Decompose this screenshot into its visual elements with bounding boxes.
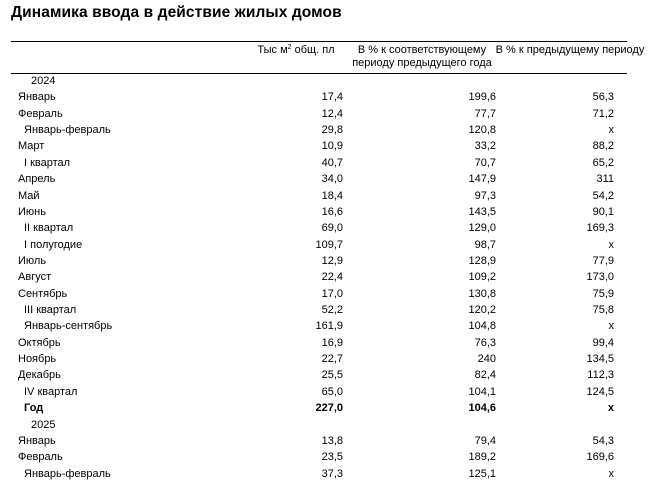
cell-yoy-percent: 82,4 (474, 369, 496, 382)
table-row (0, 302, 666, 318)
column-header-volume-unit: Тыс м (257, 44, 288, 56)
table-row (0, 449, 666, 465)
cell-yoy-percent: 240 (477, 353, 496, 366)
cell-yoy-percent: 129,0 (468, 222, 496, 235)
cell-prev-percent: 169,6 (586, 451, 614, 464)
cell-volume: 16,6 (321, 205, 343, 218)
cell-yoy-percent: 143,5 (468, 205, 496, 218)
column-header-volume-rest: общ. пл (291, 44, 335, 56)
cell-yoy-percent: 104,1 (468, 385, 496, 398)
table-row (0, 253, 666, 269)
column-header-yoy: В % к соответствующему периоду предыдущего года (352, 44, 492, 69)
table-row (0, 335, 666, 351)
row-label: Январь (18, 434, 56, 447)
row-label: Декабрь (18, 369, 61, 382)
cell-yoy-percent: 70,7 (474, 156, 496, 169)
cell-prev-percent: x (607, 402, 614, 415)
cell-yoy-percent: 189,2 (468, 451, 496, 464)
row-label: Январь-февраль (24, 124, 111, 137)
row-label: Март (18, 140, 45, 153)
cell-prev-percent: x (608, 124, 614, 137)
table-row (0, 122, 666, 138)
table-row (0, 138, 666, 154)
table-row (0, 433, 666, 449)
table-row (0, 286, 666, 302)
cell-prev-percent: 90,1 (592, 205, 614, 218)
cell-volume: 12,4 (321, 107, 343, 120)
row-label: Январь-февраль (24, 467, 111, 480)
cell-prev-percent: 75,8 (592, 304, 614, 317)
cell-yoy-percent: 97,3 (474, 189, 496, 202)
table-row (0, 220, 666, 236)
table-row (0, 466, 666, 482)
cell-volume: 18,4 (321, 189, 343, 202)
row-label: Февраль (18, 451, 63, 464)
table-row (0, 89, 666, 105)
table-row (0, 73, 666, 89)
row-label: Январь (18, 91, 56, 104)
cell-prev-percent: 311 (596, 173, 614, 186)
row-label: I полугодие (24, 238, 83, 251)
cell-volume: 37,3 (321, 467, 343, 480)
cell-volume: 10,9 (321, 140, 343, 153)
cell-yoy-percent: 76,3 (474, 336, 496, 349)
cell-volume: 109,7 (315, 238, 343, 251)
cell-volume: 29,8 (321, 124, 343, 137)
cell-yoy-percent: 125,1 (468, 467, 496, 480)
cell-volume: 12,9 (321, 254, 343, 267)
table-top-rule (11, 41, 627, 42)
cell-prev-percent: x (608, 238, 614, 251)
row-label: III квартал (24, 304, 77, 317)
cell-yoy-percent: 104,8 (468, 320, 496, 333)
row-label: 2024 (31, 75, 56, 87)
cell-prev-percent: 124,5 (586, 385, 614, 398)
page-title: Динамика ввода в действие жилых домов (11, 4, 342, 21)
cell-prev-percent: 88,2 (592, 140, 614, 153)
cell-volume: 69,0 (321, 222, 343, 235)
cell-volume: 17,4 (321, 91, 343, 104)
cell-yoy-percent: 98,7 (474, 238, 496, 251)
cell-yoy-percent: 128,9 (468, 254, 496, 267)
row-label: Май (18, 189, 40, 202)
table-row (0, 400, 666, 416)
table-row (0, 171, 666, 187)
row-label: Апрель (18, 173, 56, 186)
table-row (0, 155, 666, 171)
column-header-volume (245, 44, 347, 57)
cell-volume: 17,0 (321, 287, 343, 300)
cell-prev-percent: 65,2 (592, 156, 614, 169)
cell-volume: 161,9 (315, 320, 343, 333)
table-row (0, 351, 666, 367)
table-row (0, 204, 666, 220)
cell-prev-percent: 54,2 (592, 189, 614, 202)
row-label: 2025 (31, 418, 56, 431)
cell-volume: 34,0 (321, 173, 343, 186)
row-label: Год (24, 402, 44, 415)
row-label: Июль (18, 254, 47, 267)
row-label: II квартал (24, 222, 74, 235)
cell-prev-percent: 134,5 (586, 353, 614, 366)
row-label: Январь-сентябрь (24, 320, 113, 333)
table-body (0, 73, 666, 482)
cell-volume: 40,7 (321, 156, 343, 169)
cell-yoy-percent: 199,6 (468, 91, 496, 104)
table-row (0, 318, 666, 334)
cell-yoy-percent: 120,2 (468, 304, 496, 317)
column-header-volume-superscript: 2 (287, 44, 292, 51)
row-label: Сентябрь (18, 287, 68, 300)
cell-prev-percent: 75,9 (592, 287, 614, 300)
cell-volume: 52,2 (321, 304, 343, 317)
table-row (0, 237, 666, 253)
row-label: Февраль (18, 107, 63, 120)
row-label: Июнь (18, 205, 46, 218)
cell-yoy-percent: 33,2 (474, 140, 496, 153)
row-label: Август (18, 271, 52, 284)
cell-volume: 22,7 (321, 353, 343, 366)
table-row (0, 269, 666, 285)
cell-prev-percent: 99,4 (592, 336, 614, 349)
cell-volume: 22,4 (321, 271, 343, 284)
table-row (0, 106, 666, 122)
cell-prev-percent: x (608, 467, 614, 480)
cell-yoy-percent: 109,2 (468, 271, 496, 284)
cell-yoy-percent: 130,8 (468, 287, 496, 300)
cell-volume: 13,8 (321, 434, 343, 447)
cell-volume: 16,9 (321, 336, 343, 349)
table-row (0, 384, 666, 400)
cell-yoy-percent: 104,6 (468, 402, 496, 415)
cell-volume: 23,5 (321, 451, 343, 464)
row-label: I квартал (24, 156, 71, 169)
cell-yoy-percent: 79,4 (474, 434, 496, 447)
table-row (0, 188, 666, 204)
cell-yoy-percent: 120,8 (468, 124, 496, 137)
cell-prev-percent: 56,3 (592, 91, 614, 104)
table-row (0, 417, 666, 433)
column-header-prev-period: В % к предыдущему периоду (495, 44, 645, 56)
cell-volume: 25,5 (321, 369, 343, 382)
cell-yoy-percent: 147,9 (468, 173, 496, 186)
cell-prev-percent: 173,0 (586, 271, 614, 284)
cell-prev-percent: 77,9 (592, 254, 614, 267)
cell-prev-percent: 112,3 (587, 369, 614, 382)
cell-volume: 227,0 (315, 402, 343, 415)
row-label: Октябрь (18, 336, 61, 349)
cell-prev-percent: 169,3 (586, 222, 614, 235)
row-label: IV квартал (24, 385, 78, 398)
row-label: Ноябрь (18, 353, 57, 366)
cell-prev-percent: 71,2 (592, 107, 614, 120)
table-row (0, 367, 666, 383)
cell-volume: 65,0 (321, 385, 343, 398)
cell-prev-percent: 54,3 (592, 434, 614, 447)
cell-yoy-percent: 77,7 (474, 107, 496, 120)
cell-prev-percent: x (608, 320, 614, 333)
